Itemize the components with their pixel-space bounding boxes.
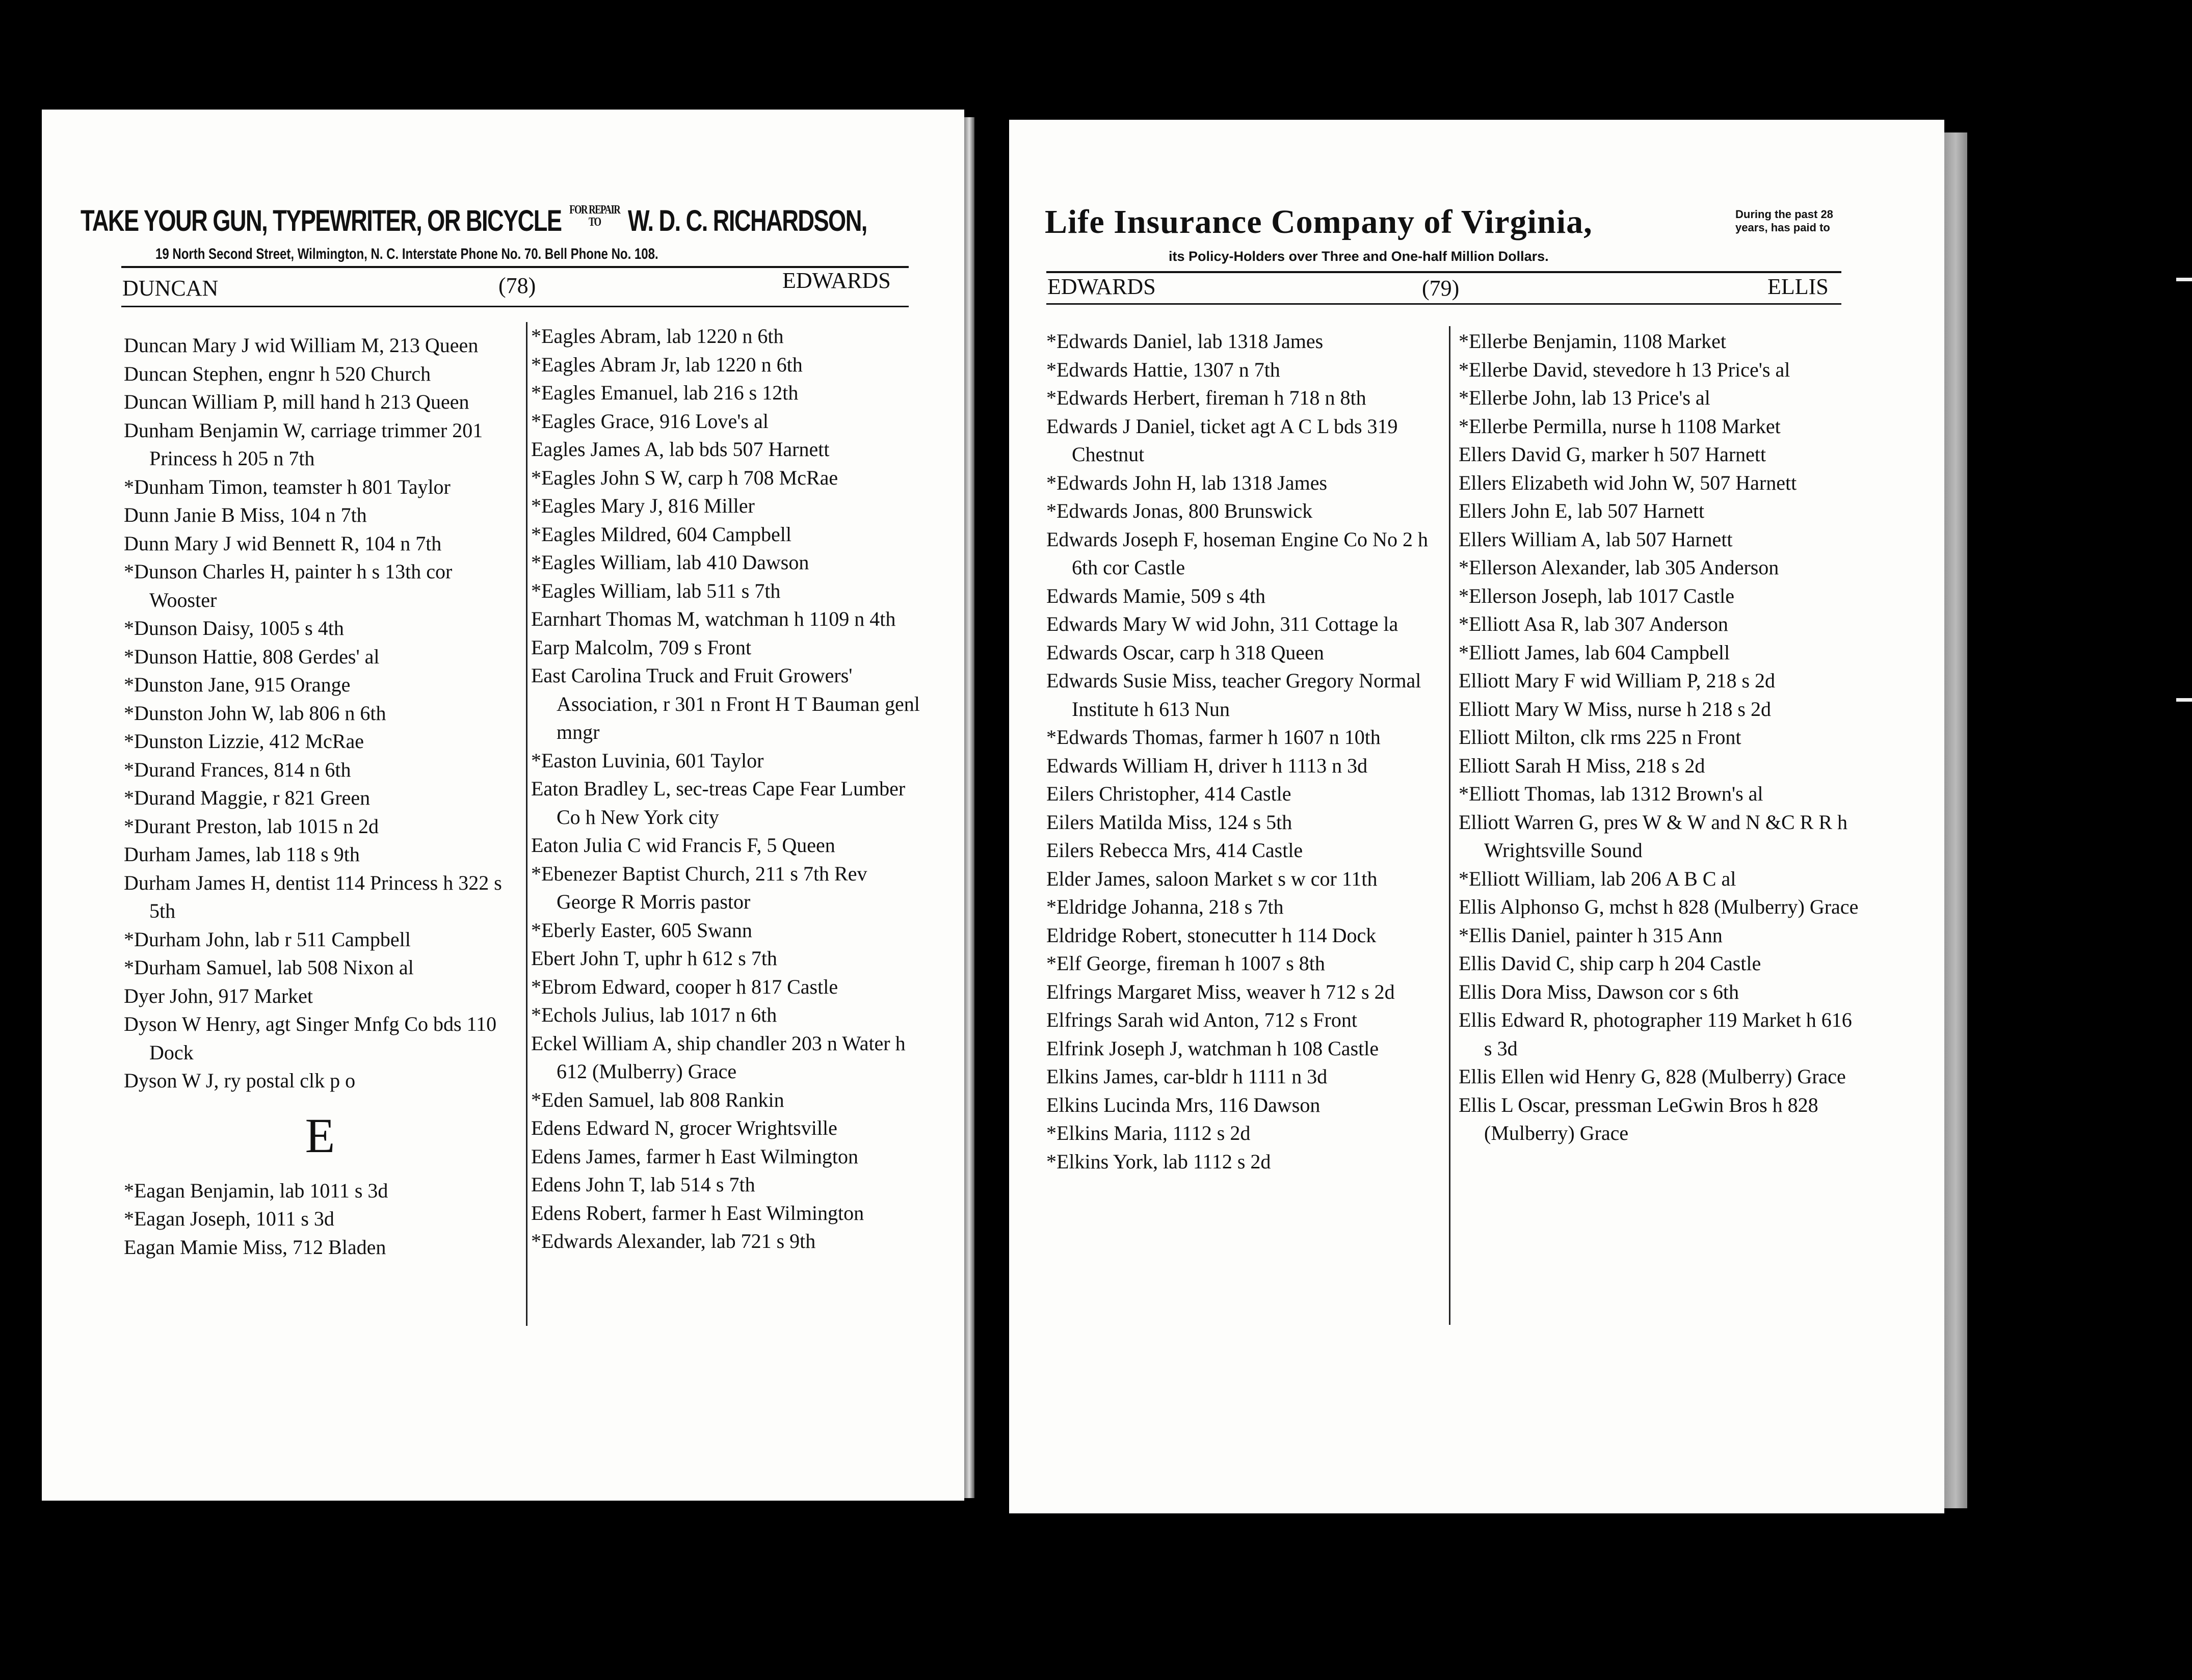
directory-entry: Elliott Milton, clk rms 225 n Front xyxy=(1459,726,1741,749)
directory-entry: *Elliott William, lab 206 A B C al xyxy=(1459,867,1736,890)
directory-entry: *Dunson Daisy, 1005 s 4th xyxy=(124,617,344,639)
directory-entry: *Edwards Jonas, 800 Brunswick xyxy=(1046,499,1313,522)
directory-entry: Dyson W J, ry postal clk p o xyxy=(124,1069,356,1092)
directory-entry: *Edwards Herbert, fireman h 718 n 8th xyxy=(1046,386,1366,409)
directory-entry: Eilers Rebecca Mrs, 414 Castle xyxy=(1046,839,1303,862)
running-head-left: DUNCAN xyxy=(122,276,219,301)
directory-entry: Elfrings Margaret Miss, weaver h 712 s 2d xyxy=(1046,980,1395,1003)
directory-entry: Eilers Matilda Miss, 124 s 5th xyxy=(1046,810,1292,834)
directory-entry: Elder James, saloon Market s w cor 11th xyxy=(1046,867,1378,890)
directory-entry: *Eagles Abram Jr, lab 1220 n 6th xyxy=(531,353,803,376)
directory-entry: Durham James H, dentist 114 Princess h 322 s 5th xyxy=(124,871,502,922)
right-advertisement-side: During the past 28 years, has paid to xyxy=(1735,208,1833,234)
column-divider xyxy=(526,322,527,1326)
directory-entry: Elfrings Sarah wid Anton, 712 s Front xyxy=(1046,1008,1357,1031)
directory-entry: *Eagles William, lab 410 Dawson xyxy=(531,551,809,574)
directory-column-1 xyxy=(124,331,516,1261)
directory-entry: *Eagan Joseph, 1011 s 3d xyxy=(124,1207,334,1230)
directory-entry: Elliott Mary F wid William P, 218 s 2d xyxy=(1459,669,1776,692)
directory-entry: *Ellerson Alexander, lab 305 Anderson xyxy=(1459,556,1779,579)
directory-entry: Elliott Warren G, pres W & W and N &C R R h Wrightsville Sound xyxy=(1459,810,1848,862)
directory-entry: Eldridge Robert, stonecutter h 114 Dock xyxy=(1046,923,1377,947)
directory-entry: Elliott Sarah H Miss, 218 s 2d xyxy=(1459,754,1705,777)
directory-entry: *Elliott Thomas, lab 1312 Brown's al xyxy=(1459,782,1763,805)
directory-entry: Edens John T, lab 514 s 7th xyxy=(531,1173,755,1196)
directory-entry: Eckel William A, ship chandler 203 n Water h 612 (Mulberry) Grace xyxy=(531,1031,906,1083)
directory-entry: *Ellerbe Permilla, nurse h 1108 Market xyxy=(1459,414,1781,438)
directory-entry: Ellis Ellen wid Henry G, 828 (Mulberry) Grace xyxy=(1459,1065,1846,1088)
directory-entry: Edwards Joseph F, hoseman Engine Co No 2 h 6th cor Castle xyxy=(1046,527,1428,579)
directory-entry: *Ellerson Joseph, lab 1017 Castle xyxy=(1459,584,1735,607)
directory-entry: Ellers David G, marker h 507 Harnett xyxy=(1459,443,1766,466)
directory-entry: *Durham John, lab r 511 Campbell xyxy=(124,927,411,951)
directory-entry: *Ellerbe John, lab 13 Price's al xyxy=(1459,386,1710,409)
directory-entry: *Dunson Charles H, painter h s 13th cor Wooster xyxy=(124,560,453,611)
directory-entry: Earnhart Thomas M, watchman h 1109 n 4th xyxy=(531,607,896,630)
right-advertisement-headline: Life Insurance Company of Virginia, xyxy=(1045,203,1593,241)
directory-entry: *Durant Preston, lab 1015 n 2d xyxy=(124,814,379,838)
directory-entry: *Dunston John W, lab 806 n 6th xyxy=(124,701,386,725)
directory-entry: Elliott Mary W Miss, nurse h 218 s 2d xyxy=(1459,697,1771,721)
directory-entry: Elfrink Joseph J, watchman h 108 Castle xyxy=(1046,1036,1379,1060)
directory-entry: Ellers Elizabeth wid John W, 507 Harnett xyxy=(1459,471,1797,494)
directory-entry: *Elliott Asa R, lab 307 Anderson xyxy=(1459,612,1728,635)
right-advertisement-subline: its Policy-Holders over Three and One-half Million Dollars. xyxy=(1169,249,1549,264)
directory-entry: Ebert John T, uphr h 612 s 7th xyxy=(531,947,777,970)
directory-entry: East Carolina Truck and Fruit Growers' Association, r 301 n Front H T Bauman genl mngr xyxy=(531,664,920,743)
page-number: (79) xyxy=(1422,276,1460,301)
directory-entry: *Eberly Easter, 605 Swann xyxy=(531,918,752,942)
directory-entry: *Eagan Benjamin, lab 1011 s 3d xyxy=(124,1179,388,1202)
directory-entry: Dyer John, 917 Market xyxy=(124,984,313,1007)
directory-entry: Edwards J Daniel, ticket agt A C L bds 319 Chestnut xyxy=(1046,414,1398,466)
directory-entry: *Easton Luvinia, 601 Taylor xyxy=(531,749,764,772)
directory-entry: Eaton Julia C wid Francis F, 5 Queen xyxy=(531,834,835,857)
directory-entry: *Dunston Lizzie, 412 McRae xyxy=(124,730,364,753)
directory-entry: Edwards Mary W wid John, 311 Cottage la xyxy=(1046,612,1398,635)
directory-column-2 xyxy=(531,322,929,1256)
directory-column-4 xyxy=(1459,327,1861,1148)
directory-entry: Eilers Christopher, 414 Castle xyxy=(1046,782,1291,805)
section-letter: E xyxy=(305,1108,335,1163)
directory-entry: *Dunston Jane, 915 Orange xyxy=(124,673,351,696)
directory-entry: Dunn Janie B Miss, 104 n 7th xyxy=(124,503,367,526)
ad-for-repair-to: FOR REPAIR TO xyxy=(569,203,620,229)
directory-entry: *Edwards Daniel, lab 1318 James xyxy=(1046,330,1324,353)
directory-entry: *Edwards Thomas, farmer h 1607 n 10th xyxy=(1046,726,1381,749)
directory-entry: *Elf George, fireman h 1007 s 8th xyxy=(1046,952,1325,975)
left-advertisement-address: 19 North Second Street, Wilmington, N. C. Interstate Phone No. 70. Bell Phone No. 108. xyxy=(155,246,658,262)
directory-entry: *Ellerbe Benjamin, 1108 Market xyxy=(1459,330,1727,353)
directory-entry: Eaton Bradley L, sec-treas Cape Fear Lumber Co h New York city xyxy=(531,777,906,829)
directory-entry: *Ebrom Edward, cooper h 817 Castle xyxy=(531,975,838,998)
directory-entry: *Durham Samuel, lab 508 Nixon al xyxy=(124,956,414,979)
running-head-right: EDWARDS xyxy=(782,268,891,293)
directory-entry: Ellis Edward R, photographer 119 Market h 616 s 3d xyxy=(1459,1008,1852,1060)
directory-entry: *Echols Julius, lab 1017 n 6th xyxy=(531,1003,777,1026)
directory-column-3 xyxy=(1046,327,1444,1176)
directory-entry: Edens Edward N, grocer Wrightsville xyxy=(531,1116,837,1139)
running-head-right: ELLIS xyxy=(1767,274,1829,299)
directory-entry: Ellis David C, ship carp h 204 Castle xyxy=(1459,952,1761,975)
directory-entry: *Eagles Abram, lab 1220 n 6th xyxy=(531,325,784,348)
directory-entry: Ellers John E, lab 507 Harnett xyxy=(1459,499,1705,522)
directory-entry: Earp Malcolm, 709 s Front xyxy=(531,635,752,659)
directory-entry: Dunham Benjamin W, carriage trimmer 201 Princess h 205 n 7th xyxy=(124,418,483,470)
directory-entry: *Edwards Alexander, lab 721 s 9th xyxy=(531,1230,816,1252)
directory-entry: *Durand Maggie, r 821 Green xyxy=(124,786,371,809)
directory-entry: Eagles James A, lab bds 507 Harnett xyxy=(531,438,830,461)
directory-entry: *Elliott James, lab 604 Campbell xyxy=(1459,641,1730,664)
directory-entry: Edwards Mamie, 509 s 4th xyxy=(1046,584,1265,607)
directory-entry: Edwards Oscar, carp h 318 Queen xyxy=(1046,641,1324,664)
running-head-rule xyxy=(1046,303,1841,305)
directory-entry: Elkins Lucinda Mrs, 116 Dawson xyxy=(1046,1093,1321,1116)
ad-business-name: W. D. C. RICHARDSON, xyxy=(627,204,867,237)
right-page-edge xyxy=(1944,132,1967,1508)
directory-entry: Edwards Susie Miss, teacher Gregory Normal Institute h 613 Nun xyxy=(1046,669,1421,721)
directory-entry: Duncan William P, mill hand h 213 Queen xyxy=(124,390,469,413)
directory-entry: Duncan Stephen, engnr h 520 Church xyxy=(124,362,431,385)
directory-entry: *Elkins York, lab 1112 s 2d xyxy=(1046,1150,1271,1173)
directory-entry: Edens James, farmer h East Wilmington xyxy=(531,1144,858,1168)
directory-entry: Duncan Mary J wid William M, 213 Queen xyxy=(124,334,479,357)
directory-entry: *Eagles Mary J, 816 Miller xyxy=(531,494,755,517)
directory-entry: Ellers William A, lab 507 Harnett xyxy=(1459,527,1733,551)
page-number: (78) xyxy=(498,273,536,298)
directory-entry: *Ebenezer Baptist Church, 211 s 7th Rev George R Morris pastor xyxy=(531,862,867,913)
left-advertisement-headline xyxy=(81,204,867,238)
ad-headline-text: TAKE YOUR GUN, TYPEWRITER, OR BICYCLE xyxy=(81,204,562,237)
directory-entry: *Edwards Hattie, 1307 n 7th xyxy=(1046,358,1280,381)
directory-entry: *Eagles Grace, 916 Love's al xyxy=(531,409,769,433)
scan-mark xyxy=(2176,698,2192,702)
directory-entry: Ellis Dora Miss, Dawson cor s 6th xyxy=(1459,980,1739,1003)
directory-entry: *Eden Samuel, lab 808 Rankin xyxy=(531,1088,784,1111)
directory-entry: Dunn Mary J wid Bennett R, 104 n 7th xyxy=(124,531,442,555)
directory-entry: Eagan Mamie Miss, 712 Bladen xyxy=(124,1235,386,1259)
directory-entry: Edwards William H, driver h 1113 n 3d xyxy=(1046,754,1368,777)
directory-entry: *Ellis Daniel, painter h 315 Ann xyxy=(1459,923,1723,947)
left-page-edge xyxy=(964,117,974,1498)
directory-entry: Durham James, lab 118 s 9th xyxy=(124,843,360,866)
header-rule xyxy=(1046,271,1841,273)
directory-entry: *Ellerbe David, stevedore h 13 Price's al xyxy=(1459,358,1790,381)
directory-entry: Ellis L Oscar, pressman LeGwin Bros h 828 (Mulberry) Grace xyxy=(1459,1093,1818,1144)
directory-entry: *Dunham Timon, teamster h 801 Taylor xyxy=(124,475,451,498)
directory-entry: Elkins James, car-bldr h 1111 n 3d xyxy=(1046,1065,1328,1088)
directory-entry: *Durand Frances, 814 n 6th xyxy=(124,758,351,781)
directory-entry: *Eagles Emanuel, lab 216 s 12th xyxy=(531,381,799,404)
directory-entry: *Elkins Maria, 1112 s 2d xyxy=(1046,1122,1251,1144)
directory-entry: *Eagles William, lab 511 s 7th xyxy=(531,579,781,602)
scan-mark xyxy=(2176,278,2192,281)
directory-entry: *Dunson Hattie, 808 Gerdes' al xyxy=(124,645,380,668)
directory-entry: *Eldridge Johanna, 218 s 7th xyxy=(1046,895,1284,918)
directory-entry: Ellis Alphonso G, mchst h 828 (Mulberry) Grace xyxy=(1459,895,1859,918)
directory-entry: Edens Robert, farmer h East Wilmington xyxy=(531,1201,864,1224)
running-head-rule xyxy=(121,306,909,307)
directory-entry: *Eagles Mildred, 604 Campbell xyxy=(531,522,792,546)
directory-entry: *Edwards John H, lab 1318 James xyxy=(1046,471,1328,494)
running-head-left: EDWARDS xyxy=(1047,274,1156,299)
column-divider xyxy=(1449,326,1450,1325)
directory-entry: *Eagles John S W, carp h 708 McRae xyxy=(531,466,838,489)
directory-entry: Dyson W Henry, agt Singer Mnfg Co bds 110 Dock xyxy=(124,1012,497,1064)
